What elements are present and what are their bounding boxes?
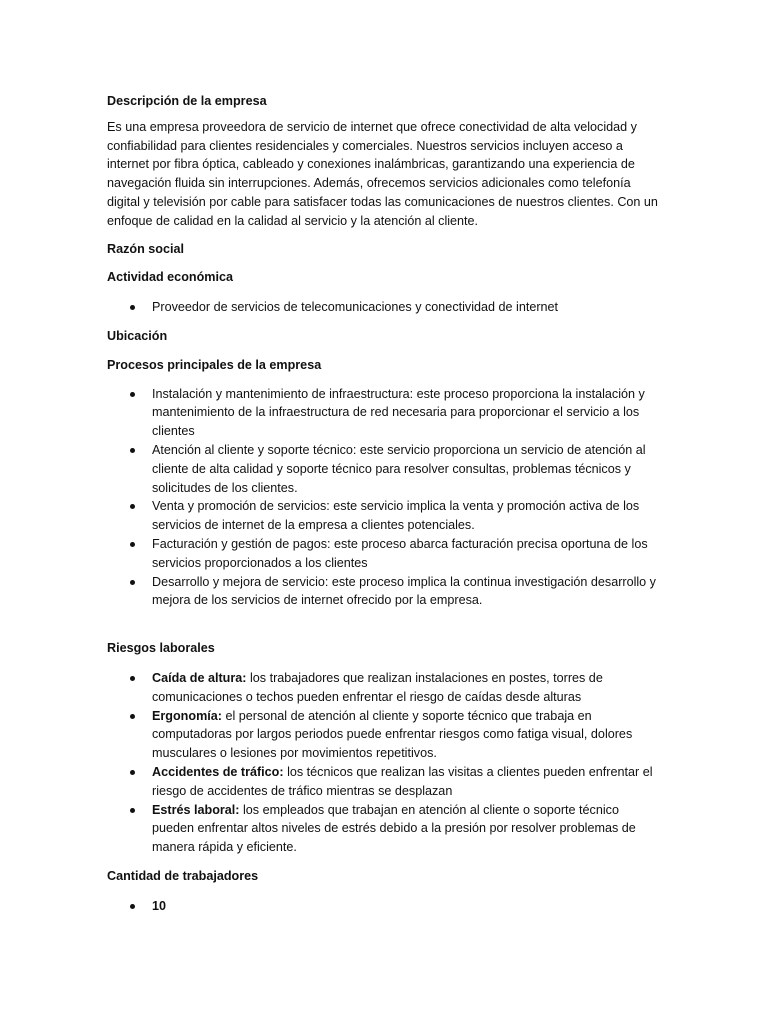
list-item <box>107 385 663 441</box>
heading-trabajadores: Cantidad de trabajadores <box>107 868 259 883</box>
heading-riesgos: Riesgos laborales <box>107 641 215 656</box>
bullet-icon <box>130 714 135 719</box>
list-item-text: Facturación y gestión de pagos: este proceso abarca facturación precisa oportuna de los servicios proporcionados a los clientes <box>152 536 648 570</box>
bullet-icon <box>130 392 135 397</box>
list-item-text: Venta y promoción de servicios: este servicio implica la venta y promoción activa de los servicios de internet de la empresa a clientes potenciales. <box>152 499 640 533</box>
list-item-text: Atención al cliente y soporte técnico: este servicio proporciona un servicio de atención al cliente de alta calidad y soporte técnico para resolver consultas, problemas técnicos y solicitudes de los clientes. <box>152 442 646 495</box>
risk-term: Ergonomía: <box>152 708 222 723</box>
heading-razon-social: Razón social <box>107 241 184 256</box>
risk-term: Caída de altura: <box>152 670 247 685</box>
descripcion-paragraph: Es una empresa proveedora de servicio de internet que ofrece conectividad de alta velocidad y confiabilidad para clientes residenciales y comerciales. Nuestros servicios incluyen acceso a internet por fibra óptica, cableado y conexiones inalámbricas, garantizando una experiencia de navegación fluida sin interrupciones. Además, ofrecemos servicios adicionales como telefonía digital y televisión por cable para satisfacer todas las comunicaciones de nuestros clientes. Con un enfoque de calidad en la calidad al servicio y la atención al cliente. <box>107 119 658 228</box>
trabajadores-list <box>107 897 663 916</box>
bullet-icon <box>130 770 135 775</box>
risk-text: los trabajadores que realizan instalaciones en postes, torres de comunicaciones o techos pueden enfrentar el riesgo de caídas desde alturas <box>152 670 603 704</box>
list-item-text: Proveedor de servicios de telecomunicaciones y conectividad de internet <box>152 300 559 315</box>
list-item <box>107 763 663 801</box>
list-item <box>107 707 663 763</box>
worker-count: 10 <box>152 898 167 913</box>
heading-actividad-economica: Actividad económica <box>107 270 233 285</box>
risk-text: los empleados que trabajan en atención al cliente o soporte técnico pueden enfrentar altos niveles de estrés debido a la presión por resolver problemas de manera rápida y eficiente. <box>152 802 636 855</box>
procesos-list <box>107 385 663 611</box>
heading-descripcion: Descripción de la empresa <box>107 94 267 108</box>
risk-term: Estrés laboral: <box>152 802 240 817</box>
list-item-text: Instalación y mantenimiento de infraestructura: este proceso proporciona la instalación y mantenimiento de la infraestructura de red necesaria para proporcionar el servicio a los clientes <box>152 386 645 439</box>
bullet-icon <box>130 676 135 681</box>
document-page <box>107 92 663 915</box>
list-item <box>107 441 663 497</box>
risk-text: el personal de atención al cliente y soporte técnico que trabaja en computadoras por largos periodos puede enfrentar riesgos como fatiga visual, dolores musculares o lesiones por movimientos repetitivos. <box>152 708 633 761</box>
actividad-list <box>107 298 663 317</box>
risk-text: los técnicos que realizan las visitas a clientes pueden enfrentar el riesgo de accidentes de tráfico mientras se desplazan <box>152 764 653 798</box>
bullet-icon <box>130 904 135 909</box>
bullet-icon <box>130 542 135 547</box>
list-item-text: Desarrollo y mejora de servicio: este proceso implica la continua investigación desarrollo y mejora de los servicios de internet ofrecido por la empresa. <box>152 574 656 608</box>
list-item <box>107 535 663 573</box>
heading-procesos: Procesos principales de la empresa <box>107 357 322 372</box>
heading-ubicacion: Ubicación <box>107 328 168 343</box>
bullet-icon <box>130 580 135 585</box>
bullet-icon <box>130 504 135 509</box>
list-item <box>107 573 663 611</box>
list-item <box>107 497 663 535</box>
list-item <box>107 669 663 707</box>
list-item <box>107 801 663 857</box>
list-item <box>107 897 663 916</box>
bullet-icon <box>130 305 135 310</box>
riesgos-list <box>107 669 663 857</box>
bullet-icon <box>130 448 135 453</box>
risk-term: Accidentes de tráfico: <box>152 764 284 779</box>
bullet-icon <box>130 808 135 813</box>
list-item <box>107 298 663 317</box>
